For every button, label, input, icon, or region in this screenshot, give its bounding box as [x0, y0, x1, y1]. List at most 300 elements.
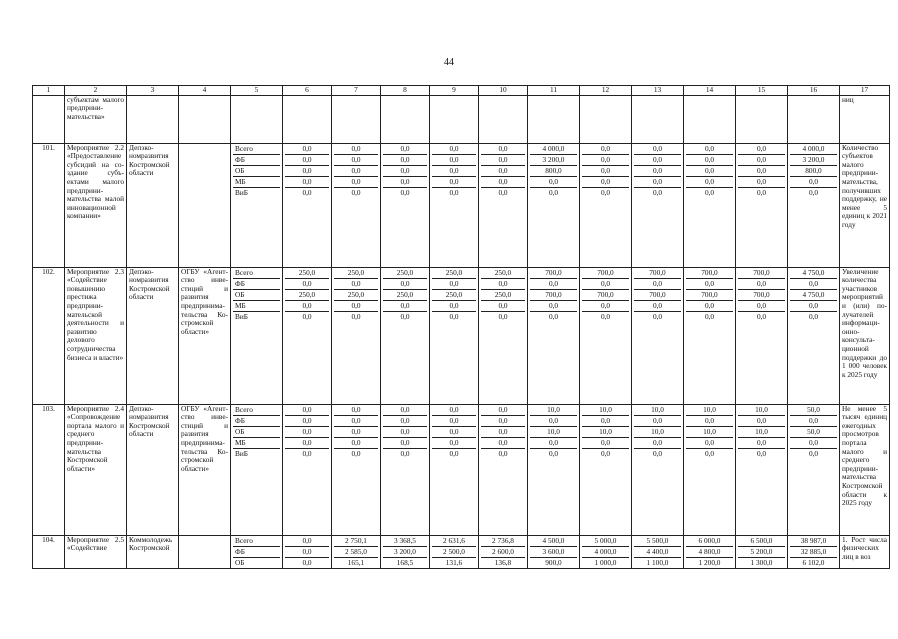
value-cell: 10,0 — [686, 426, 733, 437]
funding-sources — [231, 267, 283, 404]
measure-name: Мероприятие 2.5 «Содействие — [65, 535, 127, 568]
value-cell: 700,0 — [686, 268, 733, 279]
source-label: ОБ — [233, 289, 280, 300]
executor: Коммолодежь Костромской — [127, 535, 179, 568]
continuation-result: ниц — [840, 95, 890, 143]
table-row — [33, 535, 890, 568]
value-cell: 0,0 — [634, 154, 681, 165]
value-cell: 0,0 — [334, 300, 378, 311]
value-cell: 50,0 — [790, 426, 837, 437]
value-cell: 0,0 — [334, 144, 378, 155]
value-column-7 — [332, 143, 381, 267]
executor: Депэкономразвития Костромской области — [127, 143, 179, 267]
value-cell: 10,0 — [582, 405, 629, 416]
value-column-12 — [580, 404, 632, 535]
value-cell: 2 750,1 — [334, 536, 378, 547]
value-cell: 0,0 — [302, 187, 312, 197]
header-col-9: 9 — [430, 86, 479, 96]
value-cell: 4 000,0 — [582, 546, 629, 557]
value-cell: 0,0 — [582, 165, 629, 176]
value-cell: 0,0 — [530, 300, 577, 311]
value-cell: 0,0 — [334, 176, 378, 187]
value-cell: 3 200,0 — [790, 154, 837, 165]
header-col-8: 8 — [381, 86, 430, 96]
value-cell: 250,0 — [481, 268, 525, 279]
header-row — [33, 86, 890, 96]
value-cell: 0,0 — [334, 426, 378, 437]
header-col-15: 15 — [736, 86, 788, 96]
funding-sources — [231, 535, 283, 568]
value-cell: 3 200,0 — [383, 546, 427, 557]
value-cell: 10,0 — [686, 405, 733, 416]
value-cell: 0,0 — [302, 448, 312, 458]
measure-name: Мероприятие 2.2 «Предоставление субсидий на создание субъектами малого предпринимательства малой инновационной компании» — [65, 143, 127, 267]
value-column-16 — [788, 404, 840, 535]
value-cell: 0,0 — [808, 311, 819, 321]
value-cell: 0,0 — [432, 405, 476, 416]
value-cell: 0,0 — [285, 415, 329, 426]
value-cell: 0,0 — [634, 144, 681, 155]
value-column-13 — [632, 404, 684, 535]
source-label: ОБ — [233, 426, 280, 437]
value-column-7 — [332, 267, 381, 404]
value-column-10 — [479, 267, 528, 404]
value-cell: 0,0 — [432, 437, 476, 448]
header-col-1: 1 — [33, 86, 65, 96]
value-column-7 — [332, 535, 381, 568]
source-label: ФБ — [233, 278, 280, 289]
value-cell: 0,0 — [548, 311, 559, 321]
value-cell: 6 500,0 — [738, 536, 785, 547]
value-column-12 — [580, 143, 632, 267]
value-cell: 0,0 — [481, 415, 525, 426]
value-cell: 0,0 — [652, 311, 663, 321]
value-cell: 0,0 — [808, 448, 819, 458]
value-cell: 0,0 — [790, 278, 837, 289]
value-cell: 0,0 — [808, 187, 819, 197]
header-col-14: 14 — [684, 86, 736, 96]
header-col-11: 11 — [528, 86, 580, 96]
header-col-12: 12 — [580, 86, 632, 96]
value-cell: 250,0 — [481, 289, 525, 300]
value-cell: 0,0 — [383, 437, 427, 448]
value-cell: 50,0 — [790, 405, 837, 416]
value-cell: 0,0 — [400, 448, 410, 458]
table-row — [33, 404, 890, 535]
header-col-10: 10 — [479, 86, 528, 96]
value-cell: 0,0 — [432, 300, 476, 311]
value-column-10 — [479, 535, 528, 568]
value-cell: 0,0 — [285, 165, 329, 176]
value-cell: 165,1 — [347, 557, 365, 567]
value-cell: 0,0 — [600, 187, 611, 197]
value-cell: 0,0 — [530, 415, 577, 426]
value-column-10 — [479, 143, 528, 267]
value-cell: 10,0 — [738, 405, 785, 416]
value-cell: 0,0 — [634, 278, 681, 289]
value-cell: 0,0 — [383, 278, 427, 289]
value-cell: 5 500,0 — [634, 536, 681, 547]
value-column-14 — [684, 143, 736, 267]
value-cell: 0,0 — [652, 187, 663, 197]
value-cell: 0,0 — [790, 437, 837, 448]
value-cell: 10,0 — [738, 426, 785, 437]
value-cell: 0,0 — [704, 187, 715, 197]
value-cell: 700,0 — [530, 268, 577, 279]
value-cell: 0,0 — [738, 176, 785, 187]
source-label: ВиБ — [235, 187, 248, 197]
value-column-6 — [283, 535, 332, 568]
value-cell: 0,0 — [334, 165, 378, 176]
value-cell: 0,0 — [383, 144, 427, 155]
value-cell: 0,0 — [738, 144, 785, 155]
value-cell: 4 500,0 — [530, 536, 577, 547]
value-cell: 0,0 — [432, 144, 476, 155]
value-column-15 — [736, 404, 788, 535]
value-column-8 — [381, 267, 430, 404]
value-cell: 0,0 — [302, 311, 312, 321]
value-cell: 0,0 — [738, 437, 785, 448]
value-cell: 0,0 — [481, 278, 525, 289]
value-cell: 2 736,8 — [481, 536, 525, 547]
value-cell: 0,0 — [383, 426, 427, 437]
value-cell: 131,6 — [445, 557, 463, 567]
value-cell: 4 000,0 — [790, 144, 837, 155]
value-column-6 — [283, 404, 332, 535]
value-cell: 0,0 — [481, 405, 525, 416]
value-cell: 0,0 — [530, 176, 577, 187]
value-cell: 4 800,0 — [686, 546, 733, 557]
value-cell: 0,0 — [790, 415, 837, 426]
value-column-6 — [283, 143, 332, 267]
value-cell: 0,0 — [686, 278, 733, 289]
value-column-7 — [332, 404, 381, 535]
value-column-15 — [736, 143, 788, 267]
value-cell: 0,0 — [481, 144, 525, 155]
value-cell: 250,0 — [334, 268, 378, 279]
program-table — [32, 85, 890, 569]
value-cell: 0,0 — [285, 437, 329, 448]
value-cell: 4 750,0 — [790, 289, 837, 300]
value-cell: 250,0 — [285, 289, 329, 300]
source-label: Всего — [233, 405, 280, 416]
value-column-16 — [788, 267, 840, 404]
value-cell: 0,0 — [738, 300, 785, 311]
value-cell: 0,0 — [481, 165, 525, 176]
source-label: ВиБ — [235, 448, 248, 458]
value-cell: 10,0 — [634, 426, 681, 437]
value-cell: 0,0 — [582, 415, 629, 426]
value-column-12 — [580, 535, 632, 568]
value-column-9 — [430, 267, 479, 404]
value-column-16 — [788, 535, 840, 568]
value-cell: 0,0 — [449, 448, 459, 458]
value-cell: 0,0 — [481, 300, 525, 311]
value-cell: 700,0 — [634, 289, 681, 300]
value-cell: 6 000,0 — [686, 536, 733, 547]
value-cell: 0,0 — [285, 144, 329, 155]
value-cell: 0,0 — [481, 154, 525, 165]
value-column-8 — [381, 404, 430, 535]
continuation-row — [33, 95, 890, 143]
value-cell: 0,0 — [686, 300, 733, 311]
source-label: ФБ — [233, 415, 280, 426]
value-column-8 — [381, 143, 430, 267]
value-cell: 0,0 — [383, 176, 427, 187]
header-col-7: 7 — [332, 86, 381, 96]
participant: ОГБУ «Агентство инвестиций и развития предпринимательства Костромской области» — [179, 404, 231, 535]
value-cell: 0,0 — [686, 176, 733, 187]
value-cell: 136,8 — [494, 557, 512, 567]
continuation-name: субъектам малого предпринимательства» — [65, 95, 127, 143]
funding-sources — [231, 404, 283, 535]
value-cell: 700,0 — [582, 289, 629, 300]
value-cell: 0,0 — [334, 405, 378, 416]
value-cell: 700,0 — [634, 268, 681, 279]
value-column-9 — [430, 404, 479, 535]
source-label: ВиБ — [235, 311, 248, 321]
table-row — [33, 267, 890, 404]
value-cell: 0,0 — [285, 546, 329, 557]
value-cell: 0,0 — [383, 415, 427, 426]
value-cell: 0,0 — [582, 176, 629, 187]
source-label: ОБ — [235, 557, 245, 567]
value-column-13 — [632, 143, 684, 267]
value-cell: 1 300,0 — [750, 557, 773, 567]
table-row — [33, 143, 890, 267]
value-column-16 — [788, 143, 840, 267]
header-col-5: 5 — [231, 86, 283, 96]
value-cell: 250,0 — [432, 268, 476, 279]
value-cell: 0,0 — [686, 165, 733, 176]
source-label: ФБ — [233, 546, 280, 557]
value-cell: 0,0 — [756, 311, 767, 321]
row-number: 103. — [33, 404, 65, 535]
value-cell: 0,0 — [600, 448, 611, 458]
row-number: 102. — [33, 267, 65, 404]
value-cell: 0,0 — [285, 154, 329, 165]
value-cell: 4 750,0 — [790, 268, 837, 279]
measure-name: Мероприятие 2.4 «Сопровождение портала малого и среднего предпринимательства Костромской области» — [65, 404, 127, 535]
value-cell: 0,0 — [334, 278, 378, 289]
value-cell: 0,0 — [738, 165, 785, 176]
header-col-17: 17 — [840, 86, 890, 96]
value-cell: 0,0 — [704, 311, 715, 321]
value-cell: 3 200,0 — [530, 154, 577, 165]
value-cell: 0,0 — [738, 154, 785, 165]
value-cell: 700,0 — [530, 289, 577, 300]
value-cell: 0,0 — [383, 300, 427, 311]
value-cell: 1 100,0 — [646, 557, 669, 567]
value-cell: 0,0 — [432, 278, 476, 289]
value-cell: 0,0 — [285, 405, 329, 416]
value-column-6 — [283, 267, 332, 404]
value-cell: 0,0 — [634, 165, 681, 176]
value-cell: 250,0 — [383, 268, 427, 279]
value-cell: 0,0 — [634, 300, 681, 311]
value-cell: 5 200,0 — [738, 546, 785, 557]
value-cell: 800,0 — [790, 165, 837, 176]
value-cell: 900,0 — [545, 557, 562, 567]
value-cell: 0,0 — [481, 426, 525, 437]
value-cell: 0,0 — [383, 154, 427, 165]
value-cell: 0,0 — [383, 165, 427, 176]
value-cell: 0,0 — [686, 437, 733, 448]
value-cell: 700,0 — [738, 268, 785, 279]
value-cell: 0,0 — [548, 187, 559, 197]
value-cell: 0,0 — [600, 311, 611, 321]
value-cell: 800,0 — [530, 165, 577, 176]
value-cell: 0,0 — [790, 176, 837, 187]
value-cell: 0,0 — [686, 415, 733, 426]
expected-result: Количество субъектов малого предпринимательства, получивших поддержку, не менее 5 единиц к 2021 году — [840, 143, 890, 267]
value-cell: 0,0 — [582, 437, 629, 448]
value-cell: 0,0 — [582, 154, 629, 165]
value-cell: 0,0 — [285, 300, 329, 311]
value-cell: 700,0 — [686, 289, 733, 300]
measure-name: Мероприятие 2.3 «Содействие повышению престижа предпринимательской деятельности и развитию делового сотрудничества бизнеса и власти» — [65, 267, 127, 404]
value-cell: 0,0 — [498, 448, 508, 458]
source-label: Всего — [233, 144, 280, 155]
funding-sources — [231, 143, 283, 267]
expected-result: Не менее 5 тысяч единиц ежегодных просмотров портала малого и среднего предпринимательства Костромской области к 2025 году — [840, 404, 890, 535]
header-col-3: 3 — [127, 86, 179, 96]
value-cell: 0,0 — [334, 154, 378, 165]
value-column-10 — [479, 404, 528, 535]
header-col-13: 13 — [632, 86, 684, 96]
value-cell: 0,0 — [686, 154, 733, 165]
value-cell: 2 600,0 — [481, 546, 525, 557]
value-column-14 — [684, 535, 736, 568]
value-cell: 0,0 — [530, 437, 577, 448]
source-label: МБ — [233, 176, 280, 187]
value-cell: 0,0 — [285, 176, 329, 187]
source-label: МБ — [233, 437, 280, 448]
value-cell: 10,0 — [530, 405, 577, 416]
value-cell: 0,0 — [285, 426, 329, 437]
value-cell: 0,0 — [738, 415, 785, 426]
value-column-9 — [430, 535, 479, 568]
executor: Депэкономразвития Костромской области — [127, 404, 179, 535]
value-cell: 10,0 — [530, 426, 577, 437]
value-cell: 0,0 — [498, 187, 508, 197]
value-cell: 1 200,0 — [698, 557, 721, 567]
header-col-6: 6 — [283, 86, 332, 96]
value-cell: 10,0 — [582, 426, 629, 437]
value-cell: 10,0 — [634, 405, 681, 416]
value-column-9 — [430, 143, 479, 267]
value-cell: 0,0 — [334, 437, 378, 448]
value-cell: 0,0 — [302, 557, 312, 567]
header-col-4: 4 — [179, 86, 231, 96]
value-cell: 0,0 — [351, 187, 361, 197]
value-cell: 0,0 — [634, 415, 681, 426]
value-cell: 0,0 — [432, 176, 476, 187]
value-cell: 0,0 — [582, 144, 629, 155]
value-column-14 — [684, 267, 736, 404]
executor: Депэкономразвития Костромской области — [127, 267, 179, 404]
value-column-12 — [580, 267, 632, 404]
value-cell: 0,0 — [400, 311, 410, 321]
value-cell: 1 000,0 — [594, 557, 617, 567]
expected-result: 1. Рост числа физических лиц в воз — [840, 535, 890, 568]
value-cell: 700,0 — [582, 268, 629, 279]
value-cell: 0,0 — [481, 437, 525, 448]
value-cell: 0,0 — [634, 176, 681, 187]
value-column-11 — [528, 535, 580, 568]
value-cell: 0,0 — [481, 176, 525, 187]
source-label: ОБ — [233, 165, 280, 176]
value-cell: 0,0 — [449, 187, 459, 197]
value-cell: 0,0 — [285, 536, 329, 547]
participant: ОГБУ «Агентство инвестиций и развития предпринимательства Костромской области» — [179, 267, 231, 404]
value-column-8 — [381, 535, 430, 568]
value-column-15 — [736, 267, 788, 404]
value-cell: 0,0 — [351, 448, 361, 458]
value-cell: 0,0 — [686, 144, 733, 155]
value-column-15 — [736, 535, 788, 568]
value-cell: 0,0 — [351, 311, 361, 321]
value-cell: 0,0 — [738, 278, 785, 289]
value-cell: 0,0 — [432, 154, 476, 165]
value-cell: 250,0 — [432, 289, 476, 300]
value-cell: 3 368,5 — [383, 536, 427, 547]
value-cell: 0,0 — [530, 278, 577, 289]
value-cell: 0,0 — [400, 187, 410, 197]
source-label: ФБ — [233, 154, 280, 165]
value-cell: 0,0 — [582, 278, 629, 289]
source-label: Всего — [233, 268, 280, 279]
value-cell: 3 600,0 — [530, 546, 577, 557]
value-cell: 0,0 — [498, 311, 508, 321]
header-col-2: 2 — [65, 86, 127, 96]
value-cell: 0,0 — [634, 437, 681, 448]
value-column-11 — [528, 143, 580, 267]
participant — [179, 535, 231, 568]
value-cell: 0,0 — [449, 311, 459, 321]
value-cell: 168,5 — [396, 557, 414, 567]
row-number: 104. — [33, 535, 65, 568]
value-cell: 2 585,0 — [334, 546, 378, 557]
value-cell: 2 631,6 — [432, 536, 476, 547]
value-cell: 5 000,0 — [582, 536, 629, 547]
value-cell: 0,0 — [334, 415, 378, 426]
value-cell: 0,0 — [285, 278, 329, 289]
value-cell: 0,0 — [756, 448, 767, 458]
value-cell: 6 102,0 — [802, 557, 825, 567]
value-column-14 — [684, 404, 736, 535]
value-cell: 32 885,0 — [790, 546, 837, 557]
page-number: 44 — [444, 57, 454, 68]
value-cell: 4 400,0 — [634, 546, 681, 557]
value-cell: 0,0 — [704, 448, 715, 458]
value-cell: 250,0 — [383, 289, 427, 300]
value-cell: 0,0 — [548, 448, 559, 458]
value-cell: 700,0 — [738, 289, 785, 300]
value-cell: 2 500,0 — [432, 546, 476, 557]
value-cell: 0,0 — [652, 448, 663, 458]
row-number: 101. — [33, 143, 65, 267]
value-cell: 0,0 — [582, 300, 629, 311]
value-column-11 — [528, 404, 580, 535]
value-cell: 38 987,0 — [790, 536, 837, 547]
participant — [179, 143, 231, 267]
value-cell: 0,0 — [790, 300, 837, 311]
value-column-13 — [632, 267, 684, 404]
source-label: Всего — [233, 536, 280, 547]
expected-result: Увеличение количества участников мероприятий и (или) получателей информационно-консультационной поддержки до 1 000 человек к 2025 году — [840, 267, 890, 404]
value-cell: 0,0 — [432, 165, 476, 176]
